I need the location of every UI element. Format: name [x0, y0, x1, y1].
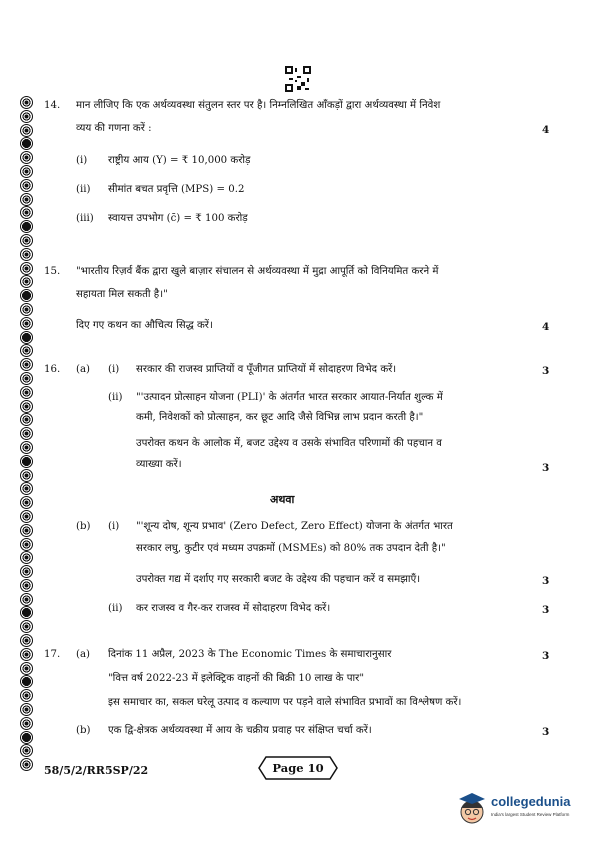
q16-part-a: (a) — [76, 364, 91, 375]
q16-a-ii-line3: उपरोक्त कथन के आलोक में, बजट उद्देश्य व उसके संभावित परिणामों की पहचान व — [136, 438, 442, 449]
q17-part-a: (a) — [76, 649, 91, 660]
binding-ring-icon — [20, 675, 33, 688]
page-number-badge — [258, 756, 338, 780]
binding-ring-icon — [20, 179, 33, 192]
binding-ring-icon — [20, 606, 33, 619]
binding-ring-icon — [20, 413, 33, 426]
binding-ring-icon — [20, 482, 33, 495]
binding-ring-icon — [20, 551, 33, 564]
q17-a-line2: "वित्त वर्ष 2022-23 में इलेक्ट्रिक वाहनों की बिक्री 10 लाख के पार" — [108, 673, 365, 684]
q17-b-text: एक द्वि-क्षेत्रक अर्थव्यवस्था में आय के चक्रीय प्रवाह पर संक्षिप्त चर्चा करें। — [108, 725, 372, 736]
q16-a-i-marks: 3 — [542, 365, 550, 377]
qr-code-icon — [285, 66, 311, 92]
binding-ring-icon — [20, 96, 33, 109]
q17-number: 17. — [44, 649, 61, 660]
q16-b-i-label: (i) — [108, 521, 120, 532]
q17-b-marks: 3 — [542, 726, 550, 738]
binding-ring-icon — [20, 344, 33, 357]
q15-number: 15. — [44, 266, 61, 277]
q14-item-text: स्वायत्त उपभोग (c̄) = ₹ 100 करोड़ — [108, 213, 248, 224]
q14-item-label: (iii) — [76, 213, 94, 224]
binding-ring-icon — [20, 234, 33, 247]
q17-part-b: (b) — [76, 725, 91, 736]
paper-code: 58/5/2/RR5SP/22 — [44, 764, 149, 777]
q16-a-i-text: सरकार की राजस्व प्राप्तियों व पूँजीगत प्राप्तियों में सोदाहरण विभेद करें। — [136, 364, 397, 375]
binding-ring-icon — [20, 524, 33, 537]
q16-b-i-line1: "'शून्य दोष, शून्य प्रभाव' (Zero Defect, Zero Effect) योजना के अंतर्गत भारत — [136, 521, 453, 532]
q15-text-line2: सहायता मिल सकती है।" — [76, 289, 168, 300]
binding-ring-icon — [20, 717, 33, 730]
binding-ring-icon — [20, 358, 33, 371]
student-mascot-icon — [455, 790, 489, 830]
binding-ring-icon — [20, 331, 33, 344]
q16-a-i-label: (i) — [108, 364, 120, 375]
binding-ring-icon — [20, 193, 33, 206]
page-number: Page 10 — [272, 761, 324, 775]
q14-item-text: सीमांत बचत प्रवृत्ति (MPS) = 0.2 — [108, 184, 245, 195]
logo-name: collegedunia — [491, 794, 571, 809]
binding-ring-icon — [20, 620, 33, 633]
binding-ring-icon — [20, 110, 33, 123]
q14-item-label: (ii) — [76, 184, 91, 195]
binding-ring-icon — [20, 275, 33, 288]
q14-text-line2: व्यय की गणना करें : — [76, 123, 152, 134]
binding-ring-icon — [20, 703, 33, 716]
q16-number: 16. — [44, 364, 61, 375]
binding-ring-icon — [20, 496, 33, 509]
binding-ring-icon — [20, 593, 33, 606]
binding-ring-icon — [20, 731, 33, 744]
collegedunia-logo — [455, 790, 585, 830]
binding-ring-icon — [20, 165, 33, 178]
q16-a-ii-marks: 3 — [542, 462, 550, 474]
q16-a-ii-line2: कमी, निवेशकों को प्रोत्साहन, कर छूट आदि जैसे विभिन्न लाभ प्रदान करती है।" — [136, 412, 424, 423]
binding-ring-icon — [20, 758, 33, 771]
q17-a-marks: 3 — [542, 650, 550, 662]
q16-b-ii-label: (ii) — [108, 603, 123, 614]
binding-ring-icon — [20, 400, 33, 413]
binding-ring-icon — [20, 565, 33, 578]
q17-a-line3: इस समाचार का, सकल घरेलू उत्पाद व कल्याण पर पड़ने वाले संभावित प्रभावों का विश्लेषण करें। — [108, 697, 462, 708]
binding-ring-icon — [20, 124, 33, 137]
q16-b-i-line3: उपरोक्त गद्य में दर्शाए गए सरकारी बजट के उद्देश्य की पहचान करें व समझाएँ। — [136, 574, 421, 585]
binding-ring-icon — [20, 317, 33, 330]
binding-ring-icon — [20, 469, 33, 482]
binding-ring-icon — [20, 262, 33, 275]
binding-ring-icon — [20, 289, 33, 302]
binding-ring-icon — [20, 248, 33, 261]
q16-b-i-marks: 3 — [542, 575, 550, 587]
binding-ring-icon — [20, 427, 33, 440]
binding-margin — [18, 96, 34, 776]
q16-b-ii-text: कर राजस्व व गैर-कर राजस्व में सोदाहरण विभेद करें। — [136, 603, 331, 614]
q16-a-ii-line1: "'उत्पादन प्रोत्साहन योजना (PLI)' के अंतर्गत भारत सरकार आयात-निर्यात शुल्क में — [136, 392, 443, 403]
binding-ring-icon — [20, 510, 33, 523]
binding-ring-icon — [20, 220, 33, 233]
binding-ring-icon — [20, 455, 33, 468]
binding-ring-icon — [20, 303, 33, 316]
or-separator: अथवा — [270, 493, 295, 506]
binding-ring-icon — [20, 151, 33, 164]
binding-ring-icon — [20, 662, 33, 675]
q14-number: 14. — [44, 100, 61, 111]
binding-ring-icon — [20, 386, 33, 399]
q15-text-line1: "भारतीय रिज़र्व बैंक द्वारा खुले बाज़ार संचालन से अर्थव्यवस्था में मुद्रा आपूर्ति को विनियमित करने में — [76, 266, 439, 277]
binding-ring-icon — [20, 206, 33, 219]
q16-b-ii-marks: 3 — [542, 604, 550, 616]
binding-ring-icon — [20, 137, 33, 150]
q14-item-label: (i) — [76, 155, 88, 166]
q14-item-text: राष्ट्रीय आय (Y) = ₹ 10,000 करोड़ — [108, 155, 251, 166]
q16-a-ii-line4: व्याख्या करें। — [136, 459, 182, 470]
q16-part-b: (b) — [76, 521, 91, 532]
q16-b-i-line2: सरकार लघु, कुटीर एवं मध्यम उपक्रमों (MSMEs) को 80% तक उपदान देती है।" — [136, 543, 446, 554]
q14-text-line1: मान लीजिए कि एक अर्थव्यवस्था संतुलन स्तर पर है। निम्नलिखित आँकड़ों द्वारा अर्थव्यवस्था में निवेश — [76, 100, 441, 111]
q17-a-line1: दिनांक 11 अप्रैल, 2023 के The Economic Times के समाचारानुसार — [108, 649, 392, 660]
binding-ring-icon — [20, 648, 33, 661]
logo-tagline: India's largest Student Review Platform — [491, 812, 570, 817]
binding-ring-icon — [20, 579, 33, 592]
binding-ring-icon — [20, 372, 33, 385]
binding-ring-icon — [20, 744, 33, 757]
binding-ring-icon — [20, 689, 33, 702]
binding-ring-icon — [20, 538, 33, 551]
q15-marks: 4 — [542, 321, 550, 333]
binding-ring-icon — [20, 441, 33, 454]
q16-a-ii-label: (ii) — [108, 392, 123, 403]
q14-marks: 4 — [542, 124, 550, 136]
binding-ring-icon — [20, 634, 33, 647]
q15-text-line3: दिए गए कथन का औचित्य सिद्ध करें। — [76, 320, 213, 331]
